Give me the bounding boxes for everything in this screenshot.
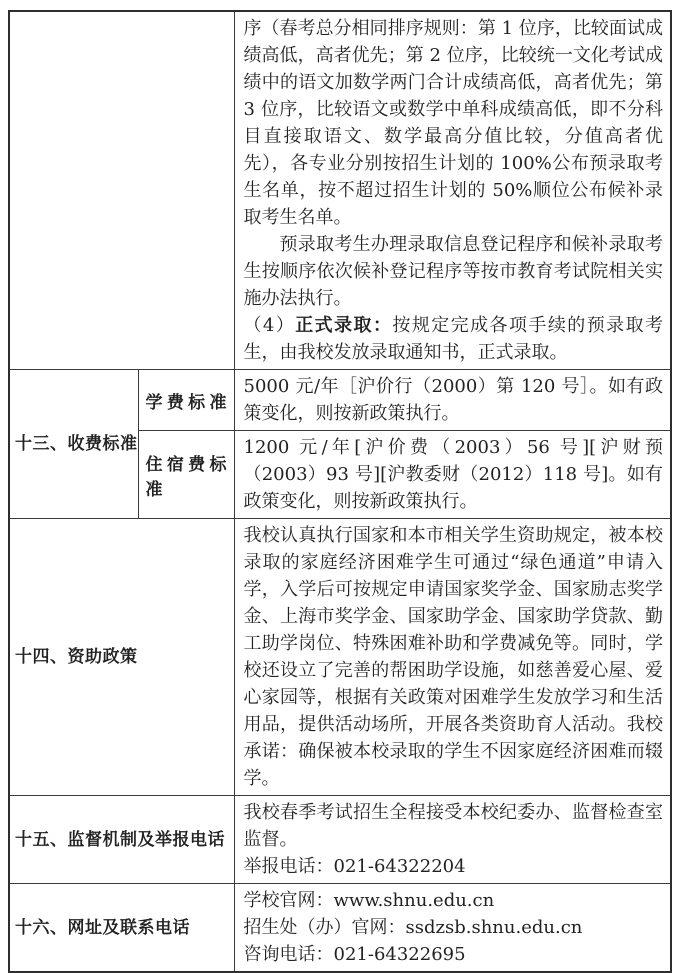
admissions-info-table xyxy=(8,10,672,973)
row-aid xyxy=(9,519,671,796)
formal-admission-rest: 按规定完成各项手续的预录取考生，由我校发放录取通知书，正式录取。 xyxy=(243,315,664,363)
tuition-value: 5000 元/年［沪价行（2000）第 120 号］。如有政策变化，则按新政策执行。 xyxy=(234,370,671,431)
formal-admission-paragraph xyxy=(244,312,664,366)
supervision-row-label: 十五、监督机制及举报电话 xyxy=(9,796,234,884)
continuation-empty-label-cell xyxy=(9,11,234,370)
supervision-text: 我校春季考试招生全程接受本校纪委办、监督检查室监督。 xyxy=(243,802,663,850)
row-supervision xyxy=(9,796,671,884)
aid-text: 我校认真执行国家和本市相关学生资助规定，被本校录取的家庭经济困难学生可通过“绿色通道”申请入学，入学后可按规定申请国家奖学金、国家励志奖学金、上海市奖学金、国家助学金、国家助学贷款、勤工助学岗位、特殊困难补助和学费减免等。同时，学校还设立了完善的帮困助学设施，如慈善爱心屋、爱心家园等，根据有关政策对困难学生发放学习和生活用品，提供活动场所，开展各类资助育人活动。我校承诺：确保被本校录取的学生不因家庭经济困难而辍学。 xyxy=(234,519,671,796)
ranking-rules-paragraph: 序（春考总分相同排序规则：第 1 位序，比较面试成绩高低，高者优先；第 2 位序，比较统一文化考试成绩中的语文加数学两门合计成绩高低，高者优先；第 3 位序，比较语文或数学中单科成绩高低，即不分科目直接取语文、数学最高分值比较，分值高者优先），各专业分别按招生计划的 100%公布预录取考生名单，按不超过招生计划的 50%顺位公布候补录取考生名单。 xyxy=(243,18,663,228)
continuation-content-cell xyxy=(234,11,671,370)
row-contact xyxy=(9,884,671,973)
school-website: 学校官网：www.shnu.edu.cn xyxy=(243,890,495,911)
aid-row-label: 十四、资助政策 xyxy=(9,519,234,796)
row-fees-tuition xyxy=(9,370,671,431)
pre-admission-procedure-paragraph: 预录取考生办理录取信息登记程序和候补录取考生按顺序依次候补登记程序等按市教育考试院相关实施办法执行。 xyxy=(243,234,663,309)
contact-content-cell xyxy=(234,884,671,973)
admissions-website: 招生处（办）官网：ssdzsb.shnu.edu.cn xyxy=(243,917,583,938)
supervision-content-cell xyxy=(234,796,671,884)
inquiry-phone: 咨询电话：021-64322695 xyxy=(243,944,466,965)
contact-row-label: 十六、网址及联系电话 xyxy=(9,884,234,973)
fees-row-label: 十三、收费标准 xyxy=(9,370,138,519)
formal-admission-prefix: （4） xyxy=(243,315,296,336)
row-continuation xyxy=(9,11,671,370)
report-hotline: 举报电话：021-64322204 xyxy=(243,856,466,877)
accommodation-value: 1200 元/年[沪价费（2003）56 号][沪财预（2003）93 号][沪教委财（2012）118 号]。如有政策变化，则按新政策执行。 xyxy=(234,431,671,519)
accommodation-label: 住宿费标准 xyxy=(138,431,234,519)
formal-admission-term: 正式录取： xyxy=(295,315,393,336)
tuition-label: 学费标准 xyxy=(138,370,234,431)
